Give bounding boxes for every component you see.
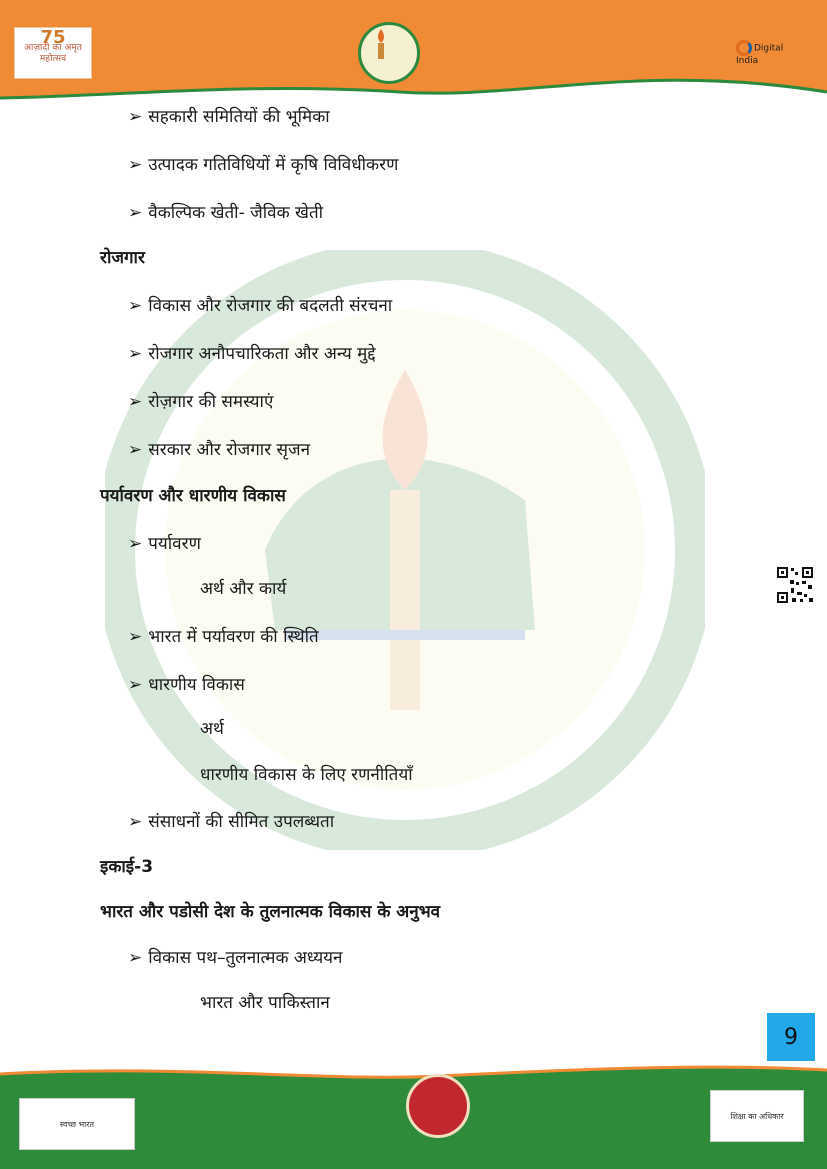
sub-item: अर्थ — [200, 719, 224, 739]
section-heading: इकाई-3 — [100, 857, 154, 877]
section-heading: भारत और पडोसी देश के तुलनात्मक विकास के अनुभव — [100, 902, 441, 922]
section-heading: रोजगार — [100, 248, 145, 268]
list-item: ➢ धारणीय विकास — [128, 672, 245, 695]
digital-india-logo: Digital India — [736, 40, 806, 66]
section-heading: पर्यावरण और धारणीय विकास — [100, 486, 286, 506]
list-item: ➢ विकास और रोजगार की बदलती संरचना — [128, 293, 392, 316]
list-item: ➢ पर्यावरण — [128, 531, 201, 554]
list-item: ➢ उत्पादक गतिविधियों में कृषि विविधीकरण — [128, 152, 398, 175]
sub-item: धारणीय विकास के लिए रणनीतियाँ — [200, 765, 413, 785]
list-item: ➢ संसाधनों की सीमित उपलब्धता — [128, 809, 334, 832]
swachh-bharat-logo: स्वच्छ भारत — [19, 1098, 135, 1150]
list-item: ➢ सरकार और रोजगार सृजन — [128, 437, 310, 460]
sub-item: अर्थ और कार्य — [200, 579, 287, 599]
azadi-amrit-mahotsav-logo: 75 आज़ादी का अमृत महोत्सव — [14, 27, 92, 79]
page-footer — [0, 1060, 827, 1169]
beti-bachao-emblem — [406, 1074, 470, 1138]
qr-code-icon[interactable] — [776, 566, 814, 604]
list-item: ➢ रोजगार अनौपचारिकता और अन्य मुद्दे — [128, 341, 376, 364]
list-item: ➢ विकास पथ–तुलनात्मक अध्ययन — [128, 945, 342, 968]
right-to-education-logo: शिक्षा का अधिकार — [710, 1090, 804, 1142]
list-item: ➢ रोज़गार की समस्याएं — [128, 389, 273, 412]
list-item: ➢ वैकल्पिक खेती- जैविक खेती — [128, 200, 323, 223]
page-number: 9 — [767, 1013, 815, 1061]
sub-item: भारत और पाकिस्तान — [200, 993, 330, 1013]
list-item: ➢ भारत में पर्यावरण की स्थिति — [128, 624, 319, 647]
list-item: ➢ सहकारी समितियों की भूमिका — [128, 104, 330, 127]
